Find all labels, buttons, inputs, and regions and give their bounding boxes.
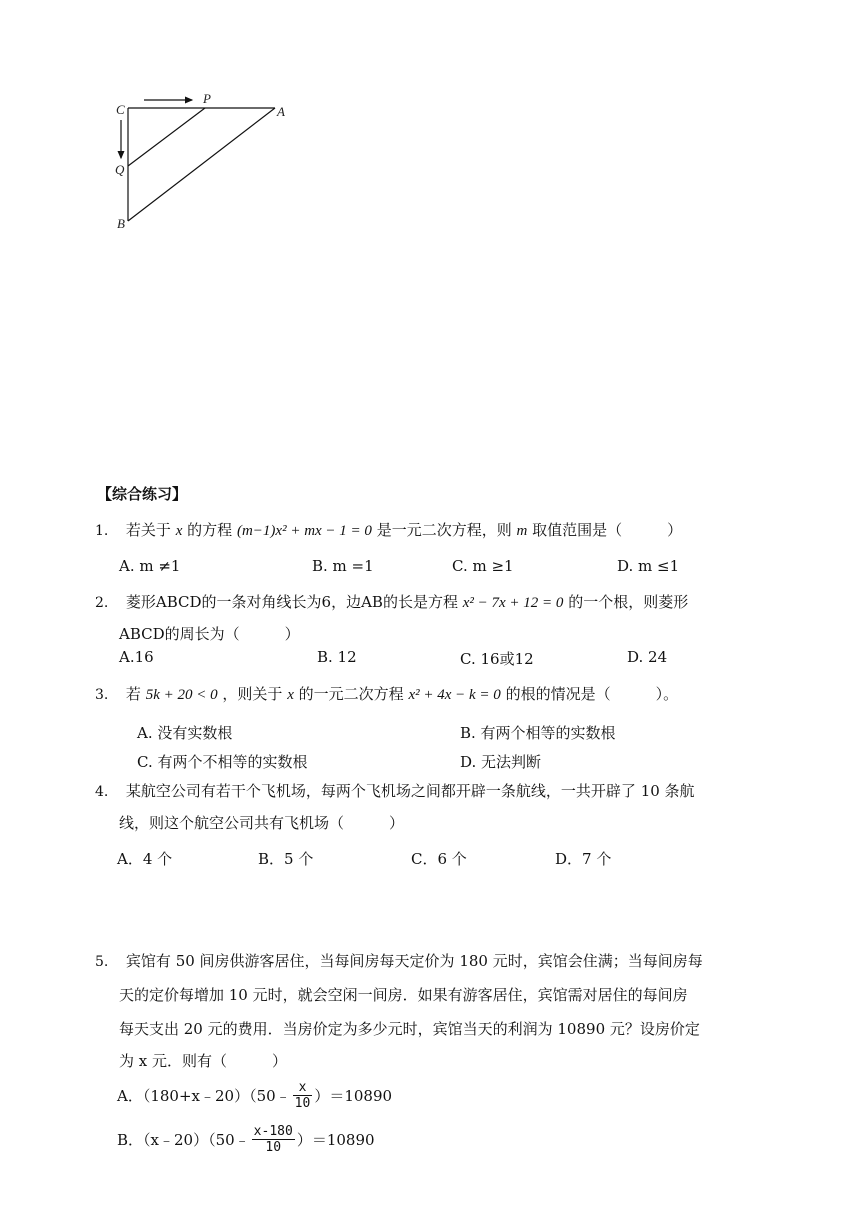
option-prefix: B．（x﹣20）（50﹣ bbox=[117, 1131, 250, 1149]
option-c: C. m ≥1 bbox=[452, 557, 514, 575]
option-a: A．4 个 bbox=[117, 850, 173, 868]
variable: m bbox=[516, 523, 528, 539]
question-number: 5. bbox=[95, 954, 109, 970]
option-prefix: A．（180+x﹣20）（50﹣ bbox=[117, 1087, 291, 1105]
label-b: B bbox=[117, 216, 125, 231]
question-text: ，则关于 bbox=[222, 685, 283, 703]
option-suffix: ）＝10890 bbox=[314, 1087, 393, 1105]
label-q: Q bbox=[115, 162, 125, 177]
geometry-figure bbox=[108, 86, 298, 236]
option-d: D. 24 bbox=[627, 648, 668, 666]
option-c: C. 16或12 bbox=[460, 650, 534, 668]
option-c: C．6 个 bbox=[411, 850, 467, 868]
fraction-numerator: x-180 bbox=[253, 1124, 293, 1139]
label-p: P bbox=[203, 91, 211, 106]
label-a: A bbox=[277, 104, 285, 119]
question-text: 取值范围是（ ） bbox=[532, 521, 683, 539]
question-5 bbox=[95, 950, 703, 973]
question-2 bbox=[95, 591, 688, 614]
option-a: A. 没有实数根 bbox=[137, 724, 233, 742]
equation: x² + 4x − k = 0 bbox=[408, 687, 501, 703]
question-number: 3. bbox=[95, 687, 109, 703]
option-d: D. m ≤1 bbox=[617, 557, 680, 575]
question-text: 若关于 bbox=[125, 521, 171, 539]
question-text: 若 bbox=[125, 685, 141, 703]
question-text: 的方程 bbox=[187, 521, 233, 539]
fraction bbox=[252, 1124, 295, 1155]
fraction bbox=[293, 1080, 313, 1111]
question-number: 2. bbox=[95, 595, 109, 611]
option-b bbox=[117, 1124, 375, 1155]
option-a: A.16 bbox=[119, 648, 154, 666]
segment-pq bbox=[128, 108, 205, 166]
question-text: 的一个根，则菱形 bbox=[568, 593, 689, 611]
equation: x² − 7x + 12 = 0 bbox=[462, 595, 564, 611]
option-b: B. m =1 bbox=[312, 557, 374, 575]
label-c: C bbox=[116, 102, 125, 117]
option-c: C. 有两个不相等的实数根 bbox=[137, 753, 308, 771]
fraction-numerator: x bbox=[293, 1080, 313, 1096]
question-5-line-4: 为 x 元．则有（ ） bbox=[119, 1052, 287, 1070]
fraction-denominator: 10 bbox=[294, 1096, 311, 1111]
option-d: D．7 个 bbox=[555, 850, 612, 868]
section-title: 【综合练习】 bbox=[97, 485, 188, 503]
question-5-line-2: 天的定价每增加 10 元时，就会空闲一间房．如果有游客居住，宾馆需对居住的每间房 bbox=[119, 986, 688, 1004]
question-4-line-2: 线，则这个航空公司共有飞机场（ ） bbox=[119, 814, 405, 832]
option-a: A. m ≠1 bbox=[119, 557, 181, 575]
option-a bbox=[117, 1080, 392, 1111]
segment-ab bbox=[128, 108, 275, 221]
question-text: 宾馆有 50 间房供游客居住，当每间房每天定价为 180 元时，宾馆会住满；当每间房每 bbox=[125, 952, 703, 970]
question-number: 4. bbox=[95, 784, 109, 800]
question-text: 某航空公司有若干个飞机场，每两个飞机场之间都开辟一条航线，一共开辟了 10 条航 bbox=[125, 782, 695, 800]
question-3 bbox=[95, 683, 678, 706]
variable: x bbox=[175, 523, 183, 539]
question-2-line-2: ABCD的周长为（ ） bbox=[119, 625, 300, 643]
question-4 bbox=[95, 780, 695, 803]
fraction-denominator: 10 bbox=[265, 1140, 282, 1155]
question-number: 1. bbox=[95, 523, 109, 539]
inequality: 5k + 20 < 0 bbox=[145, 687, 218, 703]
question-text: 的一元二次方程 bbox=[298, 685, 404, 703]
question-text: 菱形ABCD的一条对角线长为6，边AB的长是方程 bbox=[125, 593, 458, 611]
question-text: 的根的情况是（ ）。 bbox=[505, 685, 679, 703]
question-1 bbox=[95, 519, 682, 542]
variable: x bbox=[287, 687, 294, 703]
question-text: 是一元二次方程，则 bbox=[376, 521, 512, 539]
equation: (m−1)x² + mx − 1 = 0 bbox=[236, 523, 372, 539]
option-b: B. 12 bbox=[317, 648, 357, 666]
option-d: D. 无法判断 bbox=[460, 753, 542, 771]
question-5-line-3: 每天支出 20 元的费用．当房价定为多少元时，宾馆当天的利润为 10890 元？设房价定 bbox=[119, 1020, 700, 1038]
option-b: B. 有两个相等的实数根 bbox=[460, 724, 616, 742]
option-b: B．5 个 bbox=[258, 850, 314, 868]
option-suffix: ）＝10890 bbox=[296, 1131, 375, 1149]
